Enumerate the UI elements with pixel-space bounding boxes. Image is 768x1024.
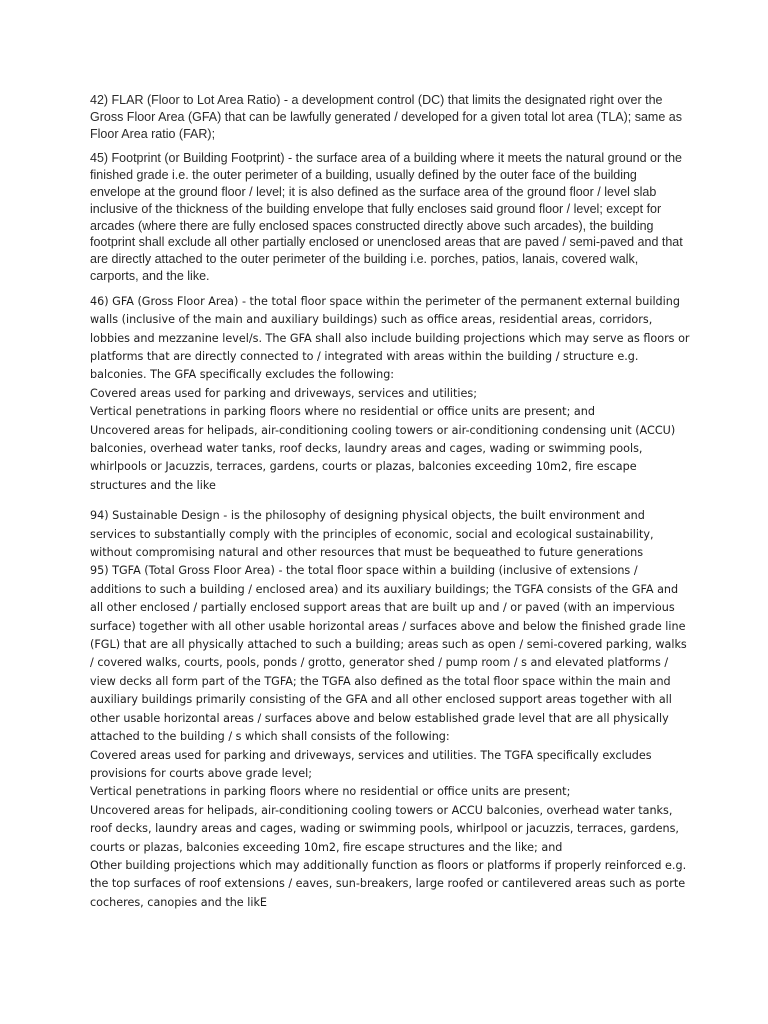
definition-45-footprint: 45) Footprint (or Building Footprint) - the surface area of a building where it meets the natural ground or the finished grade i.e. the outer perimeter of a building, usually defined by the outer face of the building envelope at the ground floor / level; it is also defined as the surface area of the ground floor / level slab inclusive of the thickness of the building envelope that fully encloses said ground floor / level; except for arcades (where there are fully enclosed spaces constructed directly above such arcades), the building footprint shall exclude all other partially enclosed or unenclosed areas that are paved / semi-paved and that are directly attached to the outer perimeter of the building i.e. porches, patios, lanais, covered walk, carports, and the like. <box>90 151 683 283</box>
gfa-exclusion-item: Uncovered areas for helipads, air-conditioning cooling towers or air-conditioning condensing unit (ACCU) balconies, overhead water tanks, roof decks, laundry areas and cages, wading or swimming pools, whirlpools or Jacuzzis, terraces, gardens, courts or plazas, balconies exceeding 10m2, fire escape structures and the like <box>90 423 676 492</box>
definition-95-tgfa-intro: 95) TGFA (Total Gross Floor Area) - the total floor space within a building (inclusive of extensions / additions to such a building / enclosed area) and its auxiliary buildings; the TGFA consists of the GFA and all other enclosed / partially enclosed support areas that are built up and / or paved (with an impervious surface) together with all other usable horizontal areas / surfaces above and below the finished grade line (FGL) that are all physically attached to such a building; areas such as open / semi-covered parking, walks / covered walks, courts, pools, ponds / grotto, generator shed / pump room / s and elevated platforms / view decks all form part of the TGFA; the TGFA also defined as the total floor space within the main and auxiliary buildings primarily consisting of the GFA and all other enclosed support areas together with all other usable horizontal areas / surfaces above and below established grade level that are all physically attached to the building / s which shall consists of the following: <box>90 564 687 744</box>
definitions-94-95 <box>90 507 690 912</box>
definition-46-intro: 46) GFA (Gross Floor Area) - the total floor space within the perimeter of the permanent external building walls (inclusive of the main and auxiliary buildings) such as office areas, residential areas, corridors, lobbies and mezzanine level/s. The GFA shall also include building projections which may serve as floors or platforms that are directly connected to / integrated with areas within the building / structure e.g. balconies. The GFA specifically excludes the following: <box>90 294 690 382</box>
definition-94-sustainable-design: 94) Sustainable Design - is the philosophy of designing physical objects, the built environment and services to substantially comply with the principles of economic, social and ecological sustainability, without compromising natural and other resources that must be bequeathed to future generations <box>90 509 654 560</box>
tgfa-item: Covered areas used for parking and driveways, services and utilities. The TGFA specifically excludes provisions for courts above grade level; <box>90 748 652 780</box>
tgfa-item: Vertical penetrations in parking floors where no residential or office units are present; <box>90 785 571 799</box>
gfa-exclusion-item: Vertical penetrations in parking floors where no residential or office units are present; and <box>90 405 595 419</box>
tgfa-item: Other building projections which may additionally function as floors or platforms if properly reinforced e.g. the top surfaces of roof extensions / eaves, sun-breakers, large roofed or cantilevered areas such as porte cocheres, canopies and the likE <box>90 858 687 909</box>
definition-42-flar: 42) FLAR (Floor to Lot Area Ratio) - a development control (DC) that limits the designated right over the Gross Floor Area (GFA) that can be lawfully generated / developed for a given total lot area (TLA); same as Floor Area ratio (FAR); <box>90 93 682 141</box>
definition-46-gfa <box>90 293 690 495</box>
gfa-exclusion-item: Covered areas used for parking and driveways, services and utilities; <box>90 386 478 400</box>
document-page <box>90 92 690 924</box>
tgfa-item: Uncovered areas for helipads, air-conditioning cooling towers or ACCU balconies, overhead water tanks, roof decks, laundry areas and cages, wading or swimming pools, whirlpool or jacuzzis, terraces, gardens, courts or plazas, balconies exceeding 10m2, fire escape structures and the like; and <box>90 803 679 854</box>
